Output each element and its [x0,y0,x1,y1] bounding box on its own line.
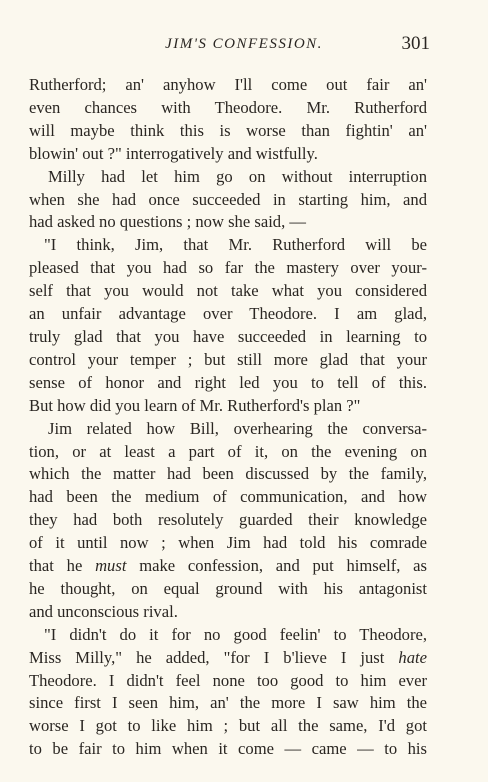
text-line: "I didn't do it for no good feelin' to Theodore, [44,624,427,644]
text-line: Milly had let him go on without interruption [48,166,427,186]
text-line: Jim related how Bill, overhearing the conversa- [48,418,427,438]
text-line: even chances with Theodore. Mr. Rutherford [29,97,427,117]
text-line [29,647,427,670]
text-line: had asked no questions ; now she said, — [29,212,306,232]
text-line: Rutherford; an' anyhow I'll come out fair an' [29,75,427,94]
emphasized-word: must [95,556,127,576]
text-line: had been the medium of communication, and how [29,487,427,507]
text-line: will maybe think this is worse than fightin' an' [29,120,427,140]
text-fragment: make confession, and put himself, as [126,556,427,576]
text-line: to be fair to him when it come — came — to his [29,739,427,759]
text-line: blowin' out ?" interrogatively and wistfully. [29,143,318,163]
text-line: since first I seen him, an' the more I saw him the [29,693,427,713]
text-line: sense of honor and right led you to tell of this. [29,372,427,392]
text-line: of it until now ; when Jim had told his comrade [29,533,427,553]
emphasized-word: hate [398,647,427,667]
page-number: 301 [401,33,430,54]
text-line: he thought, on equal ground with his antagonist [29,578,427,598]
body-text [29,74,427,761]
text-line: which the matter had been discussed by the family, [29,464,427,484]
page-header [0,33,488,58]
text-line: control your temper ; but still more glad that your [29,349,427,369]
text-line: But how did you learn of Mr. Rutherford's plan ?" [29,395,361,415]
text-line: worse I got to like him ; but all the same, I'd got [29,716,427,736]
text-line: Theodore. I didn't feel none too good to him ever [29,670,427,690]
text-fragment: that he [29,556,96,576]
text-line: "I think, Jim, that Mr. Rutherford will be [44,235,427,255]
text-line: pleased that you had so far the mastery over your- [29,258,427,278]
text-fragment: Miss Milly," he added, "for I b'lieve I just [29,647,399,667]
text-line: truly glad that you have succeeded in learning to [29,326,427,346]
text-line: an unfair advantage over Theodore. I am glad, [29,304,427,324]
text-line: self that you would not take what you considered [29,281,427,301]
text-line: and unconscious rival. [29,601,178,621]
running-title: JIM'S CONFESSION. [165,36,323,52]
text-line: they had both resolutely guarded their knowledge [29,510,427,530]
text-line: tion, or at least a part of it, on the evening on [29,441,427,461]
text-line: when she had once succeeded in starting him, and [29,189,427,209]
text-line [29,555,427,578]
